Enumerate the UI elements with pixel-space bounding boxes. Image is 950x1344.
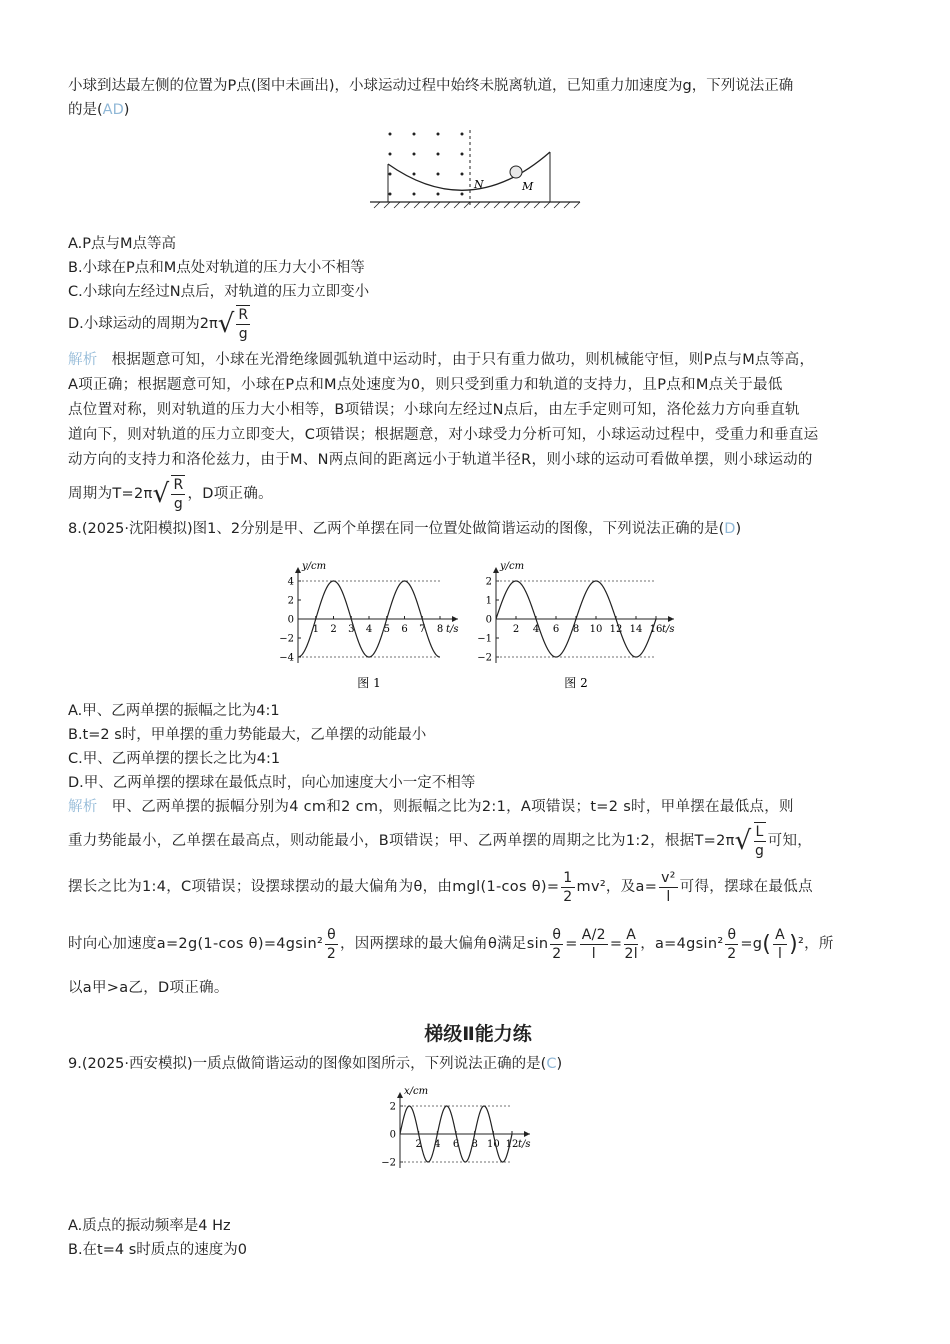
q9-figure <box>68 1076 888 1188</box>
exp-prefix: 时向心加速度a=2g(1-cos θ)=4gsin² <box>68 935 324 952</box>
exp-eq: = <box>565 935 578 952</box>
intro-line-1: 小球到达最左侧的位置为P点(图中未画出)，小球运动过程中始终未脱离轨道，已知重力加速度为g，下列说法正确 <box>68 78 794 94</box>
x-tick-label: 2 <box>512 624 520 635</box>
y-axis-arrow <box>397 1092 403 1098</box>
frac-num: A <box>626 926 637 943</box>
frac <box>624 926 638 963</box>
exp-line: 道向下，则对轨道的压力立即变大，C项错误；根据题意，对小球受力分析可知，小球运动过程中，受重力和垂直运 <box>68 427 819 443</box>
y-axis-label: x/cm <box>404 1086 429 1097</box>
exp-line: 甲、乙两单摆的振幅分别为4 cm和2 cm，则振幅之比为2:1，A项错误；t=2 s时，甲单摆在最低点，则 <box>111 799 794 815</box>
y-tick-label: −1 <box>477 633 492 645</box>
frac-num: R <box>238 307 249 323</box>
track-figure <box>68 122 888 212</box>
magnetic-field-dots <box>389 133 464 196</box>
exp-line: 动方向的支持力和洛伦兹力，由于M、N两点间的距离远小于轨道半径R，则小球的运动可看做单摆，则小球运动的 <box>68 452 813 468</box>
frac <box>725 926 738 963</box>
q8-option-b: B.t=2 s时，甲单摆的重力势能最大，乙单摆的动能最小 <box>68 727 427 743</box>
x-tick-label: 4 <box>434 1139 441 1150</box>
q7-option-c: C.小球向左经过N点后，对轨道的压力立即变小 <box>68 284 370 300</box>
frac <box>550 926 563 963</box>
y-tick-label: 4 <box>287 576 294 588</box>
exp-line <box>68 820 888 862</box>
x-tick-label: 16 <box>649 624 663 635</box>
frac <box>580 926 608 963</box>
q8-stem <box>68 517 888 541</box>
chart-fig3 <box>378 1076 578 1188</box>
exp-line: 时向心加速度a=2g(1-cos θ)=4gsin² $\frac{\theta}{2}$ ，因两摆球的最大偏角θ满足sin $\frac{\theta}{2}$ = $\frac{A/2}{l}$ = $\frac{A}{2l}$ ，a=4gsin² $\frac{\theta}{2}$ =g ( $\frac{A}{l}$ ) ²，所 <box>68 926 834 962</box>
q8-stem-suffix: ) <box>735 521 742 537</box>
intro-line-2 <box>68 98 888 122</box>
q8-option-a: A.甲、乙两单摆的振幅之比为4:1 <box>68 703 280 719</box>
exp-mid: ，a=4gsin² <box>640 935 724 952</box>
x-axis-arrow <box>668 616 674 622</box>
answer-q8: D <box>724 521 736 537</box>
exp-suffix: 可得，摆球在最低点 <box>679 878 813 895</box>
frac-num: A/2 <box>581 926 606 943</box>
x-tick-label: 2 <box>415 1139 422 1150</box>
x-tick-label: 6 <box>552 624 560 635</box>
x-tick-label: 10 <box>589 624 603 635</box>
exp-suffix: 可知， <box>767 832 813 849</box>
q7-option-b: B.小球在P点和M点处对轨道的压力大小不相等 <box>68 260 365 276</box>
y-tick-label: 0 <box>389 1129 396 1141</box>
explain-tag: 解析 <box>68 352 98 368</box>
q8-option-d: D.甲、乙两单摆的摆球在最低点时，向心加速度大小一定不相等 <box>68 775 476 791</box>
q9-option-a: A.质点的振动频率是4 Hz <box>68 1218 231 1234</box>
q8-stem-text: 8.(2025·沈阳模拟)图1、2分别是甲、乙两个单摆在同一位置处做简谐运动的图像，下列说法正确的是( <box>68 521 725 537</box>
q9-stem <box>68 1052 888 1076</box>
frac-num: A <box>775 926 786 943</box>
exp-line: 点位置对称，则对轨道的压力大小相等，B项错误；小球向左经过N点后，由左手定则可知，洛伦兹力方向垂直轨 <box>68 402 800 418</box>
y-axis-arrow <box>295 567 301 573</box>
frac-den: 2 <box>326 945 337 962</box>
frac-num: θ <box>727 926 737 943</box>
frac-den: g <box>173 496 184 512</box>
frac-den: l <box>591 945 596 962</box>
exp-mid: =g <box>740 935 763 952</box>
exp-line: 根据题意可知，小球在光滑绝缘圆弧轨道中运动时，由于只有重力做功，则机械能守恒，则P点与M点等高， <box>111 352 815 368</box>
exp-line <box>68 862 888 912</box>
sqrt-r-g: √ $\frac{R}{g}$ <box>152 477 184 512</box>
q9-stem-text: 9.(2025·西安模拟)一质点做简谐运动的图像如图所示，下列说法正确的是( <box>68 1056 547 1072</box>
exp-prefix: 重力势能最小，乙单摆在最高点，则动能最小，B项错误；甲、乙两单摆的周期之比为1:2，根据T=2π <box>68 832 735 849</box>
x-tick-label: 1 <box>312 624 319 635</box>
q9-option-b: B.在t=4 s时质点的速度为0 <box>68 1242 248 1258</box>
exp-mid: mv²，及a= <box>576 878 658 895</box>
q8-figures <box>68 541 888 691</box>
ground-hatch <box>374 202 580 208</box>
frac-num: 1 <box>563 869 573 886</box>
section-title: 梯级Ⅱ能力练 <box>424 1023 532 1045</box>
y-axis-arrow <box>493 567 499 573</box>
page <box>68 74 888 1262</box>
x-tick-label: 7 <box>419 624 426 635</box>
x-tick-label: 14 <box>629 624 643 635</box>
frac-den: 2l <box>624 945 638 962</box>
x-tick-label: 6 <box>401 624 408 635</box>
q7-option-d <box>68 304 888 344</box>
x-tick-label: 8 <box>436 624 444 635</box>
intro-suffix: ) <box>123 102 130 118</box>
y-tick-label: −2 <box>381 1157 396 1169</box>
exp-line: 以a甲>a乙，D项正确。 <box>68 980 229 996</box>
q9-stem-suffix: ) <box>556 1056 563 1072</box>
exp-eq: = <box>609 935 623 952</box>
frac <box>773 926 787 963</box>
exp-prefix: 周期为T=2π <box>68 485 153 502</box>
explain-tag: 解析 <box>68 799 98 815</box>
x-axis-arrow <box>524 1131 530 1137</box>
x-tick-label: 4 <box>532 624 540 635</box>
y-axis-label: y/cm <box>500 561 525 572</box>
track-diagram <box>370 122 590 212</box>
y-tick-label: −4 <box>279 652 294 664</box>
q7-d-prefix: D.小球运动的周期为2π <box>68 316 218 332</box>
chart-fig2 <box>477 541 690 691</box>
label-m: M <box>522 180 534 193</box>
y-tick-label: 2 <box>389 1101 396 1113</box>
frac <box>561 869 574 906</box>
y-tick-label: 0 <box>287 614 294 626</box>
frac-num: θ <box>552 926 562 943</box>
x-axis-label: t/s <box>446 624 459 635</box>
frac-den: l <box>778 945 783 962</box>
frac-num: L <box>755 824 764 840</box>
frac-den: l <box>666 888 671 905</box>
exp-suffix: ²，所 <box>797 935 834 952</box>
intro-prefix: 的是( <box>68 102 103 118</box>
frac-num: R <box>173 477 184 493</box>
exp-line: A项正确；根据题意可知，小球在P点和M点处速度为0，则只受到重力和轨道的支持力，且P点和M点关于最低 <box>68 377 783 393</box>
sqrt-r-g: √ $\frac{R}{g}$ <box>217 307 249 342</box>
y-tick-label: 1 <box>485 595 492 607</box>
frac-den: 2 <box>563 888 573 905</box>
exp-prefix: 摆长之比为1:4，C项错误；设摆球摆动的最大偏角为θ，由mgl(1-cos θ)= <box>68 878 560 895</box>
x-tick-label: 8 <box>471 1139 478 1150</box>
x-tick-label: 3 <box>348 624 355 635</box>
y-tick-label: −2 <box>477 652 492 664</box>
x-tick-label: 12 <box>609 624 623 635</box>
x-tick-label: 12 <box>505 1139 519 1150</box>
y-tick-label: −2 <box>279 633 294 645</box>
x-tick-label: 2 <box>330 624 337 635</box>
y-tick-label: 0 <box>485 614 492 626</box>
q8-explanation <box>68 795 888 1001</box>
q7-explanation <box>68 348 888 515</box>
chart-fig1 <box>280 541 470 691</box>
q8-option-c: C.甲、乙两单摆的摆长之比为4:1 <box>68 751 281 767</box>
x-tick-label: 4 <box>365 624 373 635</box>
x-tick-label: 10 <box>486 1139 500 1150</box>
x-tick-label: 6 <box>452 1139 460 1150</box>
x-axis-label: t/s <box>518 1139 531 1150</box>
frac-num: θ <box>327 926 336 943</box>
y-axis-label: y/cm <box>302 561 327 572</box>
label-n: N <box>474 178 484 191</box>
chart-title: 图 1 <box>357 676 381 690</box>
x-axis-arrow <box>452 616 458 622</box>
answer-q9: C <box>546 1056 557 1072</box>
frac-den: 2 <box>552 945 562 962</box>
answer-q7: AD <box>102 102 124 118</box>
chart-title: 图 2 <box>564 676 588 690</box>
x-axis-label: t/s <box>662 624 675 635</box>
exp-suffix: ，D项正确。 <box>187 485 273 502</box>
q7-option-a: A.P点与M点等高 <box>68 236 177 252</box>
frac-den: 2 <box>727 945 737 962</box>
x-tick-label: 8 <box>572 624 580 635</box>
frac-den: g <box>238 326 248 342</box>
frac <box>659 869 678 906</box>
exp-line <box>68 473 888 515</box>
x-tick-label: 5 <box>383 624 390 635</box>
exp-mid: ，因两摆球的最大偏角θ满足sin <box>339 935 549 952</box>
frac-num: v² <box>661 869 676 886</box>
y-tick-label: 2 <box>485 576 492 588</box>
frac <box>325 926 338 963</box>
sqrt-l-g: √ $\frac{L}{g}$ <box>734 824 765 859</box>
frac-den: g <box>754 843 765 859</box>
y-tick-label: 2 <box>287 595 294 607</box>
